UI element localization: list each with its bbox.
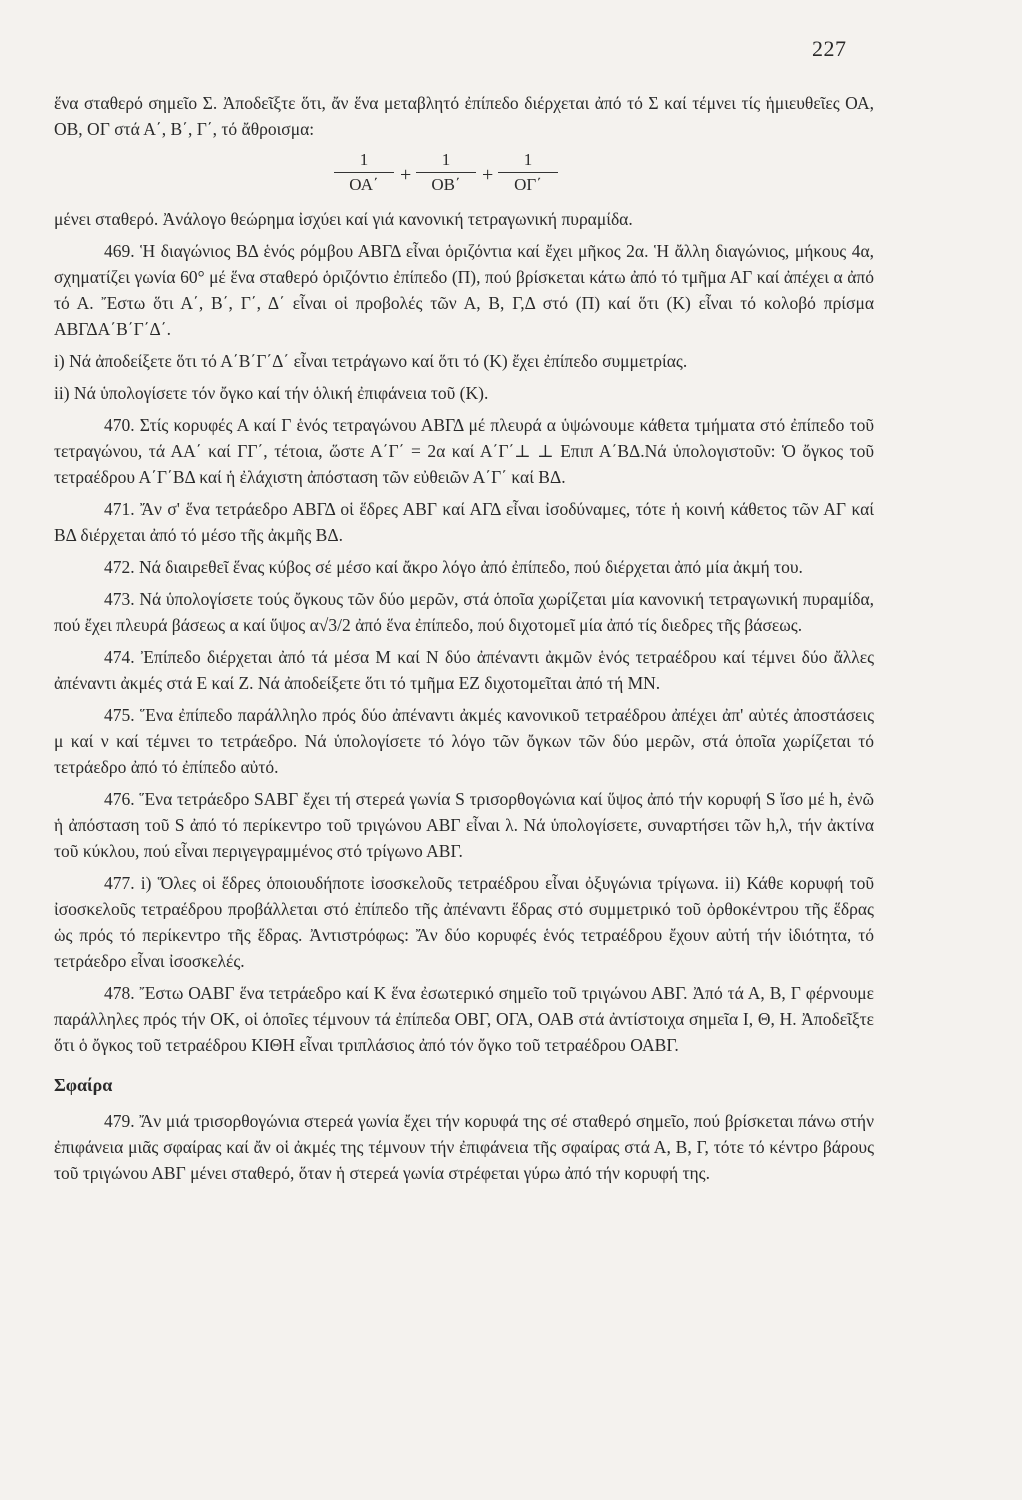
problem-text: Ἕνα ἐπίπεδο παράλληλο πρός δύο ἀπέναντι ἀκμές κανονικοῦ τετραέδρου ἀπέχει ἀπ' αὐτές ἀποστάσεις μ καί ν καί τέμνει το τετράεδρο. Νά ὑπολογίσετε τό λόγο τῶν ὄγκων τῶν δύο μερῶν, στά ὁποῖα χωρίζεται τό τετράεδρο ἀπό τό ἐπίπεδο αὐτό. — [54, 705, 875, 777]
problem-paragraph — [54, 702, 874, 780]
fraction-denominator: ΟΓ΄ — [514, 175, 542, 194]
problem-text: Ἡ διαγώνιος ΒΔ ἑνός ρόμβου ΑΒΓΔ εἶναι ὁριζόντια καί ἔχει μῆκος 2α. Ἡ ἄλλη διαγώνιος, μήκους 4α, σχηματίζει γωνία 60° μέ ἕνα σταθερό ὁριζόντιο ἐπίπεδο (Π), πού βρίσκεται κάτω ἀπό τό τμῆμα ΑΓ καί ἀπέχει α ἀπό τό Α. Ἔστω ὅτι Α΄, Β΄, Γ΄, Δ΄ εἶναι οἱ προβολές τῶν Α, Β, Γ,Δ στό (Π) καί ὅτι (Κ) εἶναι τό κολοβό πρίσμα ΑΒΓΔΑ΄Β΄Γ΄Δ΄. — [54, 241, 874, 339]
problem-paragraph — [54, 496, 874, 548]
problem-text: i) Ὅλες οἱ ἕδρες ὁποιουδήποτε ἰσοσκελοῦς τετραέδρου εἶναι ὀξυγώνια τρίγωνα. ii) Κάθε κορυφή τοῦ ἰσοσκελοῦς τετραέδρου προβάλλεται στό ἐπίπεδο τῆς ἀπέναντι ἕδρας στό συμμετρικό τοῦ ὀρθοκέντρου τῆς ἕδρας ὡς πρός τό περίκεντρο τῆς ἕδρας. Ἀντιστρόφως: Ἄν δύο κορυφές ἑνός τετραέδρου ἔχουν αὐτή τήν ἰδιότητα, τό τετράεδρο εἶναι ἰσοσκελές. — [54, 873, 874, 971]
section-heading: Σφαίρα — [54, 1075, 113, 1095]
problem-paragraph — [54, 412, 874, 490]
problem-text: Ἕνα τετράεδρο SΑΒΓ ἔχει τή στερεά γωνία S τρισορθογώνια καί ὕψος ἀπό τήν κορυφή S ἴσο μέ h, ἐνῶ ἡ ἀπόσταση τοῦ S ἀπό τό περίκεντρο τοῦ τριγώνου ΑΒΓ εἶναι λ. Νά ὑπολογίσετε, συναρτήσει τῶν h,λ, τήν ἀκτίνα τοῦ κύκλου, πού εἶναι περιγεγραμμένος στό τρίγωνο ΑΒΓ. — [54, 789, 874, 861]
problem-text: Στίς κορυφές Α καί Γ ἑνός τετραγώνου ΑΒΓΔ μέ πλευρά α ὑψώνουμε κάθετα τμήματα στό ἐπίπεδο τοῦ τετραγώνου, τά ΑΑ΄ καί ΓΓ΄, τέτοια, ὥστε Α΄Γ΄ = 2α καί Α΄Γ΄⊥ ⊥ Επιπ Α΄ΒΔ.Νά ὑπολογιστοῦν: Ὁ ὄγκος τοῦ τετραέδρου Α΄Γ΄ΒΔ καί ἡ ἐλάχιστη ἀπόσταση τῶν εὐθειῶν Α΄Γ΄ καί ΒΔ. — [54, 415, 874, 487]
problem-paragraph — [54, 980, 874, 1058]
problem-number: 473. — [104, 589, 140, 609]
problem-number: 469. — [104, 241, 141, 261]
problem-paragraph — [54, 380, 874, 406]
problem-paragraph — [54, 586, 874, 638]
intro-continuation: μένει σταθερό. Ἀνάλογο θεώρημα ἰσχύει καί γιά κανονική τετραγωνική πυραμίδα. — [54, 209, 633, 229]
problem-text: Νά διαιρεθεῖ ἕνας κύβος σέ μέσο καί ἄκρο λόγο ἀπό ἐπίπεδο, πού διέρχεται ἀπό μία ἀκμή του. — [139, 557, 803, 577]
problem-paragraph — [54, 870, 874, 974]
problem-paragraph — [54, 348, 874, 374]
problem-number: 479. — [104, 1111, 140, 1131]
fraction-numerator: 1 — [359, 150, 369, 169]
problem-text: i) Νά ἀποδείξετε ὅτι τό Α΄Β΄Γ΄Δ΄ εἶναι τετράγωνο καί ὅτι τό (Κ) ἔχει ἐπίπεδο συμμετρίας. — [54, 351, 688, 371]
fraction-2 — [416, 148, 476, 197]
problem-number: 475. — [104, 705, 141, 725]
problem-text: Ἄν μιά τρισορθογώνια στερεά γωνία ἔχει τήν κορυφά της σέ σταθερό σημεῖο, πού βρίσκεται πάνω στήν ἐπιφάνεια μιᾶς σφαίρας καί ἄν οἱ ἀκμές της τέμνουν τήν ἐπιφάνεια τῆς σφαίρας στά Α, Β, Γ, τότε τό κέντρο βάρους τοῦ τριγώνου ΑΒΓ μένει σταθερό, ὅταν ἡ στερεά γωνία στρέφεται γύρω ἀπό τήν κορυφή της. — [54, 1111, 874, 1183]
fraction-numerator: 1 — [441, 150, 451, 169]
problem-number: 472. — [104, 557, 139, 577]
text-block — [54, 90, 874, 1192]
intro-paragraph: ἕνα σταθερό σημεῖο Σ. Ἀποδεῖξτε ὅτι, ἄν ἕνα μεταβλητό ἐπίπεδο διέρχεται ἀπό τό Σ καί τέμνει τίς ἡμιευθεῖες ΟΑ, ΟΒ, ΟΓ στά Α΄, Β΄, Γ΄, τό ἄθροισμα: — [54, 93, 874, 139]
page-number: 227 — [812, 36, 847, 61]
plus-sign: + — [482, 164, 494, 186]
problem-number: 477. — [104, 873, 141, 893]
problem-paragraph — [54, 238, 874, 342]
problem-paragraph — [54, 786, 874, 864]
problem-paragraph — [54, 554, 874, 580]
problem-number: 476. — [104, 789, 140, 809]
fraction-denominator: ΟΑ΄ — [349, 175, 379, 194]
fraction-denominator: ΟΒ΄ — [431, 175, 461, 194]
problem-paragraph — [54, 644, 874, 696]
sum-formula — [54, 148, 874, 204]
problem-text: Ἔστω ΟΑΒΓ ἕνα τετράεδρο καί Κ ἕνα ἐσωτερικό σημεῖο τοῦ τριγώνου ΑΒΓ. Ἀπό τά Α, Β, Γ φέρνουμε παράλληλες πρός τήν ΟΚ, οἱ ὁποῖες τέμνουν τά ἐπίπεδα ΟΒΓ, ΟΓΑ, ΟΑΒ στά ἀντίστοιχα σημεῖα Ι, Θ, Η. Ἀποδεῖξτε ὅτι ὁ ὄγκος τοῦ τετραέδρου ΚΙΘΗ εἶναι τριπλάσιος ἀπό τόν ὄγκο τοῦ τετραέδρου ΟΑΒΓ. — [54, 983, 874, 1055]
problem-paragraph — [54, 1108, 874, 1186]
problem-number: 478. — [104, 983, 140, 1003]
fraction-3 — [498, 148, 558, 197]
problem-number: 471. — [104, 499, 141, 519]
problem-text: Νά ὑπολογίσετε τούς ὄγκους τῶν δύο μερῶν, στά ὁποῖα χωρίζεται μία κανονική τετραγωνική πυραμίδα, πού ἔχει πλευρά βάσεως α καί ὕψος α√3/2 ἀπό ἕνα ἐπίπεδο, πού διχοτομεῖ μία ἀπό τίς διεδρες τῆς βάσεως. — [54, 589, 874, 635]
problem-list — [54, 238, 874, 1058]
problem-text: ii) Νά ὑπολογίσετε τόν ὄγκο καί τήν ὁλική ἐπιφάνεια τοῦ (Κ). — [54, 383, 489, 403]
problem-number: 470. — [104, 415, 140, 435]
plus-sign: + — [400, 164, 412, 186]
fraction-1 — [334, 148, 394, 197]
problem-number: 474. — [104, 647, 141, 667]
section-problem-list — [54, 1108, 874, 1186]
problem-text: Ἄν σ' ἕνα τετράεδρο ΑΒΓΔ οἱ ἕδρες ΑΒΓ καί ΑΓΔ εἶναι ἰσοδύναμες, τότε ἡ κοινή κάθετος τῶν ΑΓ καί ΒΔ διέρχεται ἀπό τό μέσο τῆς ἀκμῆς ΒΔ. — [54, 499, 874, 545]
problem-text: Ἐπίπεδο διέρχεται ἀπό τά μέσα Μ καί Ν δύο ἀπέναντι ἀκμῶν ἑνός τετραέδρου καί τέμνει δύο ἄλλες ἀπέναντι ἀκμές στά Ε καί Ζ. Νά ἀποδείξετε ὅτι τό τμῆμα ΕΖ διχοτομεῖται ἀπό τή ΜΝ. — [54, 647, 875, 693]
fraction-numerator: 1 — [523, 150, 533, 169]
